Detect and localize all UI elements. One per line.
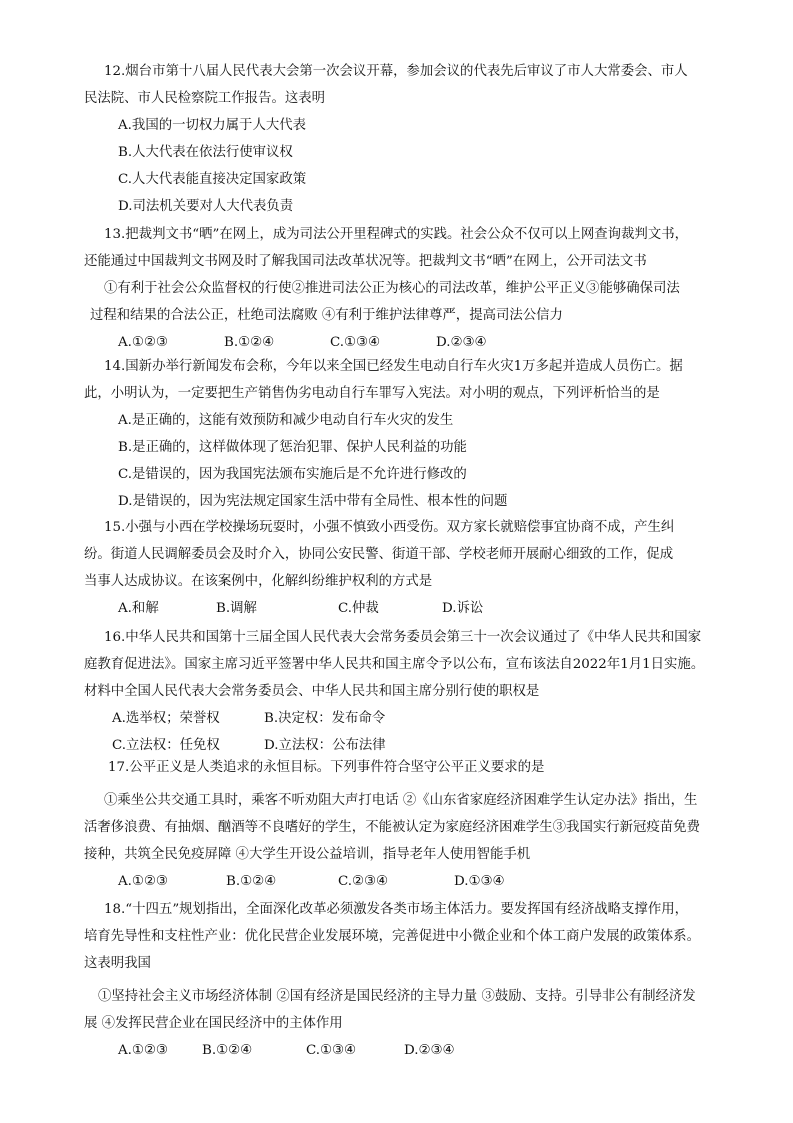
option-b: B.调解 [216, 601, 257, 616]
options-row [84, 868, 724, 895]
option-a: A.①②③ [118, 874, 168, 889]
option-c: C.是错误的，因为我国宪法颁布实施后是不允许进行修改的 [118, 467, 467, 482]
option-b: B.①②④ [226, 874, 277, 889]
question-14 [84, 353, 724, 515]
question-stem: 13.把裁判文书“晒”在网上，成为司法公开里程碑式的实践。社会公众不仅可以上网查询裁判文书， [104, 227, 688, 242]
question-stem: 16.中华人民共和国第十三届全国人民代表大会常务委员会第三十一次会议通过了《中华人民共和国家 [104, 630, 702, 645]
option-b: B.①②④ [224, 335, 275, 350]
options-row [84, 595, 724, 622]
option-c: C.人大代表能直接决定国家政策 [118, 172, 307, 187]
option-c: C.①③④ [330, 335, 381, 350]
option-c: C.仲裁 [338, 601, 379, 616]
question-stem: 纷。街道人民调解委员会及时介入，协同公安民警、街道干部、学校老师开展耐心细致的工作，促成 [84, 547, 674, 562]
statement-line: ①有利于社会公众监督权的行使②推进司法公正为核心的司法改革，维护公平正义③能够确保司法 [104, 281, 680, 296]
statement-line: 展 ④发挥民营企业在国民经济中的主体作用 [84, 1016, 343, 1031]
option-a: A.和解 [118, 601, 159, 616]
question-stem: 此，小明认为，一定要把生产销售伪劣电动自行车罪写入宪法。对小明的观点，下列评析恰当的是 [84, 386, 660, 401]
option-d: D.立法权：公布法律 [264, 738, 386, 753]
question-stem: 17.公平正义是人类追求的永恒目标。下列事件符合坚守公平正义要求的是 [108, 760, 545, 775]
question-stem: 还能通过中国裁判文书网及时了解我国司法改革状况等。把裁判文书“晒”在网上，公开司法文书 [84, 254, 647, 269]
option-b: B.是正确的，这样做体现了惩治犯罪、保护人民利益的功能 [118, 440, 467, 455]
options-row [84, 705, 724, 732]
option-b: B.决定权：发布命令 [264, 711, 386, 726]
option-b: B.人大代表在依法行使审议权 [118, 145, 293, 160]
option-a: A.是正确的，这能有效预防和减少电动自行车火灾的发生 [118, 413, 454, 428]
option-a: A.①②③ [118, 335, 168, 350]
options-row [84, 1037, 724, 1064]
question-stem: 12.烟台市第十八届人民代表大会第一次会议开幕，参加会议的代表先后审议了市人大常委会、市人 [104, 64, 688, 79]
option-d: D.②③④ [436, 335, 487, 350]
statement-line: ①坚持社会主义市场经济体制 ②国有经济是国民经济的主导力量 ③鼓励、支持。引导非公有制经济发 [98, 989, 696, 1004]
question-stem: 18.“十四五”规划指出，全面深化改革必须激发各类市场主体活力。要发挥国有经济战略支撑作用， [104, 902, 688, 917]
option-a: A.选举权；荣誉权 [112, 711, 220, 726]
question-stem: 培育先导性和支柱性产业：优化民营企业发展环境，完善促进中小微企业和个体工商户发展的政策体系。 [84, 929, 700, 944]
option-d: D.诉讼 [442, 601, 484, 616]
question-15 [84, 514, 724, 622]
option-d: D.是错误的，因为宪法规定国家生活中带有全局性、根本性的问题 [118, 494, 508, 509]
question-stem: 这表明我国 [84, 956, 151, 971]
option-a: A.我国的一切权力属于人大代表 [118, 118, 307, 133]
option-b: B.①②④ [202, 1043, 253, 1058]
options-row [84, 329, 724, 356]
statement-line: 活奢侈浪费、有抽烟、酗酒等不良嗜好的学生，不能被认定为家庭经济困难学生③我国实行新冠疫苗免费 [84, 820, 700, 835]
question-stem: 当事人达成协议。在该案例中，化解纠纷维护权利的方式是 [84, 574, 433, 589]
option-c: C.立法权：任免权 [112, 738, 220, 753]
question-12 [84, 58, 724, 220]
option-d: D.司法机关要对人大代表负责 [118, 199, 294, 214]
question-stem: 材料中全国人民代表大会常务委员会、中华人民共和国主席分别行使的职权是 [84, 684, 540, 699]
statement-line: ①乘坐公共交通工具时，乘客不听劝阻大声打电话 ②《山东省家庭经济困难学生认定办法》指出，生 [104, 793, 698, 808]
question-16 [84, 624, 724, 759]
option-c: C.①③④ [306, 1043, 357, 1058]
question-17 [84, 754, 724, 895]
option-a: A.①②③ [118, 1043, 168, 1058]
question-stem: 庭教育促进法》。国家主席习近平签署中华人民共和国主席令予以公布，宣布该法自2022年1月1日实施。 [84, 657, 705, 672]
question-stem: 民法院、市人民检察院工作报告。这表明 [84, 91, 326, 106]
statement-line: 过程和结果的合法公正，杜绝司法腐败 ④有利于维护法律尊严，提高司法公信力 [90, 308, 563, 323]
option-c: C.②③④ [338, 874, 389, 889]
question-stem: 15.小强与小西在学校操场玩耍时，小强不慎致小西受伤。双方家长就赔偿事宜协商不成，产生纠 [104, 520, 675, 535]
statement-line: 接种，共筑全民免疫屏障 ④大学生开设公益培训，指导老年人使用智能手机 [84, 847, 531, 862]
question-18 [84, 896, 724, 1064]
option-d: D.②③④ [404, 1043, 455, 1058]
question-13 [84, 221, 724, 356]
question-stem: 14.国新办举行新闻发布会称，今年以来全国已经发生电动自行车火灾1万多起并造成人员伤亡。据 [104, 359, 683, 374]
option-d: D.①③④ [454, 874, 505, 889]
